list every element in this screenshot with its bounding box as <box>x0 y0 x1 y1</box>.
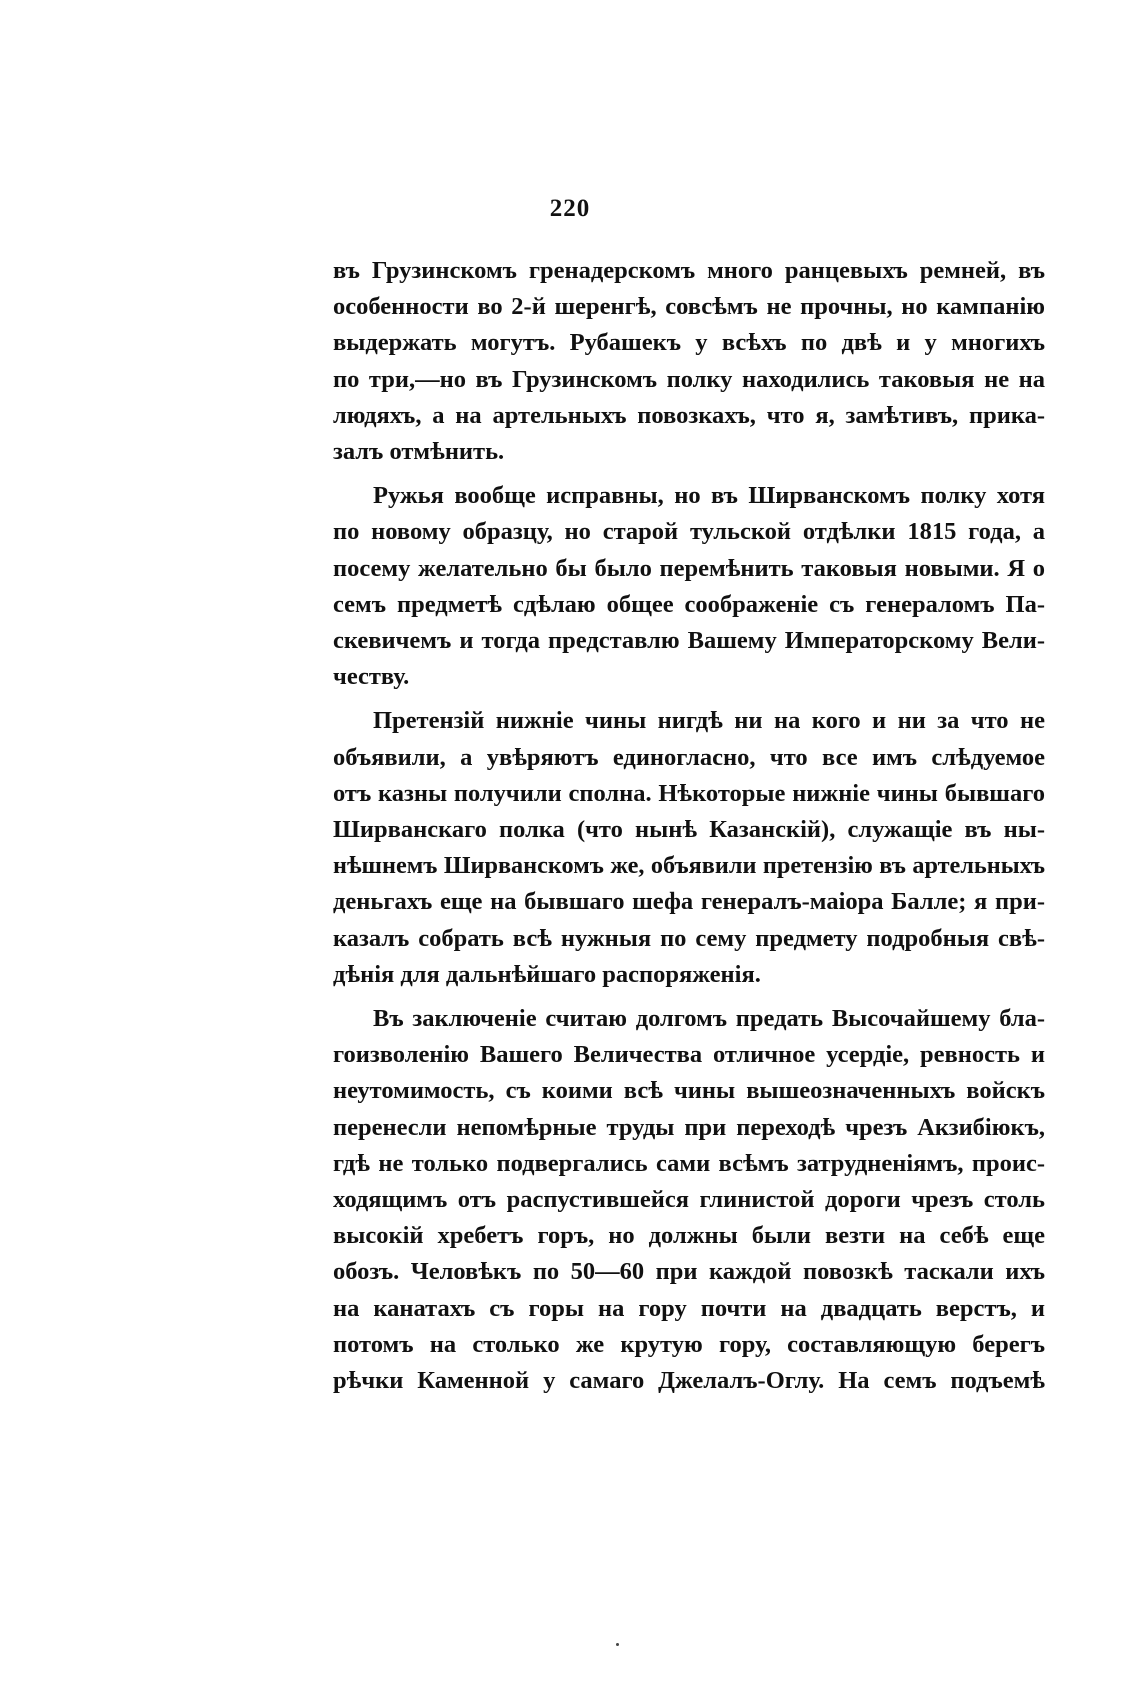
text-line: особенности во 2-й шеренгѣ, совсѣмъ не прочны, но кампанію <box>333 293 1045 321</box>
text-line: казалъ собрать всѣ нужныя по сему предмету подробныя свѣ- <box>333 924 1045 952</box>
text-line: ходящимъ отъ распустившейся глинистой дороги чрезъ столь <box>333 1186 1045 1214</box>
paragraph-4 <box>333 1001 1045 1399</box>
text-line: объявили, а увѣряютъ единогласно, что все имъ слѣдуемое <box>333 743 1045 771</box>
paragraph-3 <box>333 703 1045 993</box>
paragraph-1 <box>333 253 1045 470</box>
text-line: честву. <box>333 663 410 691</box>
text-line: деньгахъ еще на бывшаго шефа генералъ-маіора Балле; я при- <box>333 888 1045 916</box>
text-line: залъ отмѣнить. <box>333 438 505 466</box>
text-line: посему желательно бы было перемѣнить таковыя новыми. Я о <box>333 554 1045 582</box>
text-body <box>333 253 1045 1407</box>
text-line: неутомимость, съ коими всѣ чины вышеозначенныхъ войскъ <box>333 1077 1045 1105</box>
text-line: обозъ. Человѣкъ по 50—60 при каждой повозкѣ таскали ихъ <box>333 1258 1045 1286</box>
text-line: высокій хребетъ горъ, но должны были везти на себѣ еще <box>333 1222 1045 1250</box>
text-line: по три,—но въ Грузинскомъ полку находились таковыя не на <box>333 365 1045 393</box>
text-line: Ружья вообще исправны, но въ Ширванскомъ полку хотя <box>373 482 1045 510</box>
text-line: семъ предметѣ сдѣлаю общее соображеніе съ генераломъ Па- <box>333 590 1045 618</box>
text-line: выдержать могутъ. Рубашекъ у всѣхъ по двѣ и у многихъ <box>333 329 1045 357</box>
text-line: потомъ на столько же крутую гору, составляющую берегъ <box>333 1330 1045 1358</box>
text-line: въ Грузинскомъ гренадерскомъ много ранцевыхъ ремней, въ <box>333 257 1045 284</box>
paragraph-2 <box>333 478 1045 695</box>
scan-speck <box>616 1643 619 1646</box>
text-line: по новому образцу, но старой тульской отдѣлки 1815 года, а <box>333 518 1045 546</box>
text-line: нѣшнемъ Ширванскомъ же, объявили претензію въ артельныхъ <box>333 852 1045 880</box>
text-line: Въ заключеніе считаю долгомъ предать Высочайшему бла- <box>373 1005 1045 1033</box>
text-line: гоизволенію Вашего Величества отличное усердіе, ревность и <box>333 1041 1045 1069</box>
text-line: Ширванскаго полка (что нынѣ Казанскій), служащіе въ ны- <box>333 816 1045 844</box>
page-number: 220 <box>549 195 591 222</box>
text-line: гдѣ не только подвергались сами всѣмъ затрудненіямъ, проис- <box>333 1149 1045 1177</box>
text-line: на канатахъ съ горы на гору почти на двадцать верстъ, и <box>333 1294 1045 1322</box>
text-line: рѣчки Каменной у самаго Джелалъ-Оглу. На семъ подъемѣ <box>333 1367 1045 1395</box>
text-line: отъ казны получили сполна. Нѣкоторые нижніе чины бывшаго <box>333 779 1045 807</box>
text-line: дѣнія для дальнѣйшаго распоряженія. <box>333 960 761 988</box>
text-line: перенесли непомѣрные труды при переходѣ чрезъ Акзибіюкъ, <box>333 1113 1045 1141</box>
text-line: скевичемъ и тогда представлю Вашему Императорскому Вели- <box>333 627 1045 655</box>
text-line: Претензій нижніе чины нигдѣ ни на кого и ни за что не <box>373 707 1045 735</box>
text-line: людяхъ, а на артельныхъ повозкахъ, что я, замѣтивъ, прика- <box>333 401 1045 429</box>
